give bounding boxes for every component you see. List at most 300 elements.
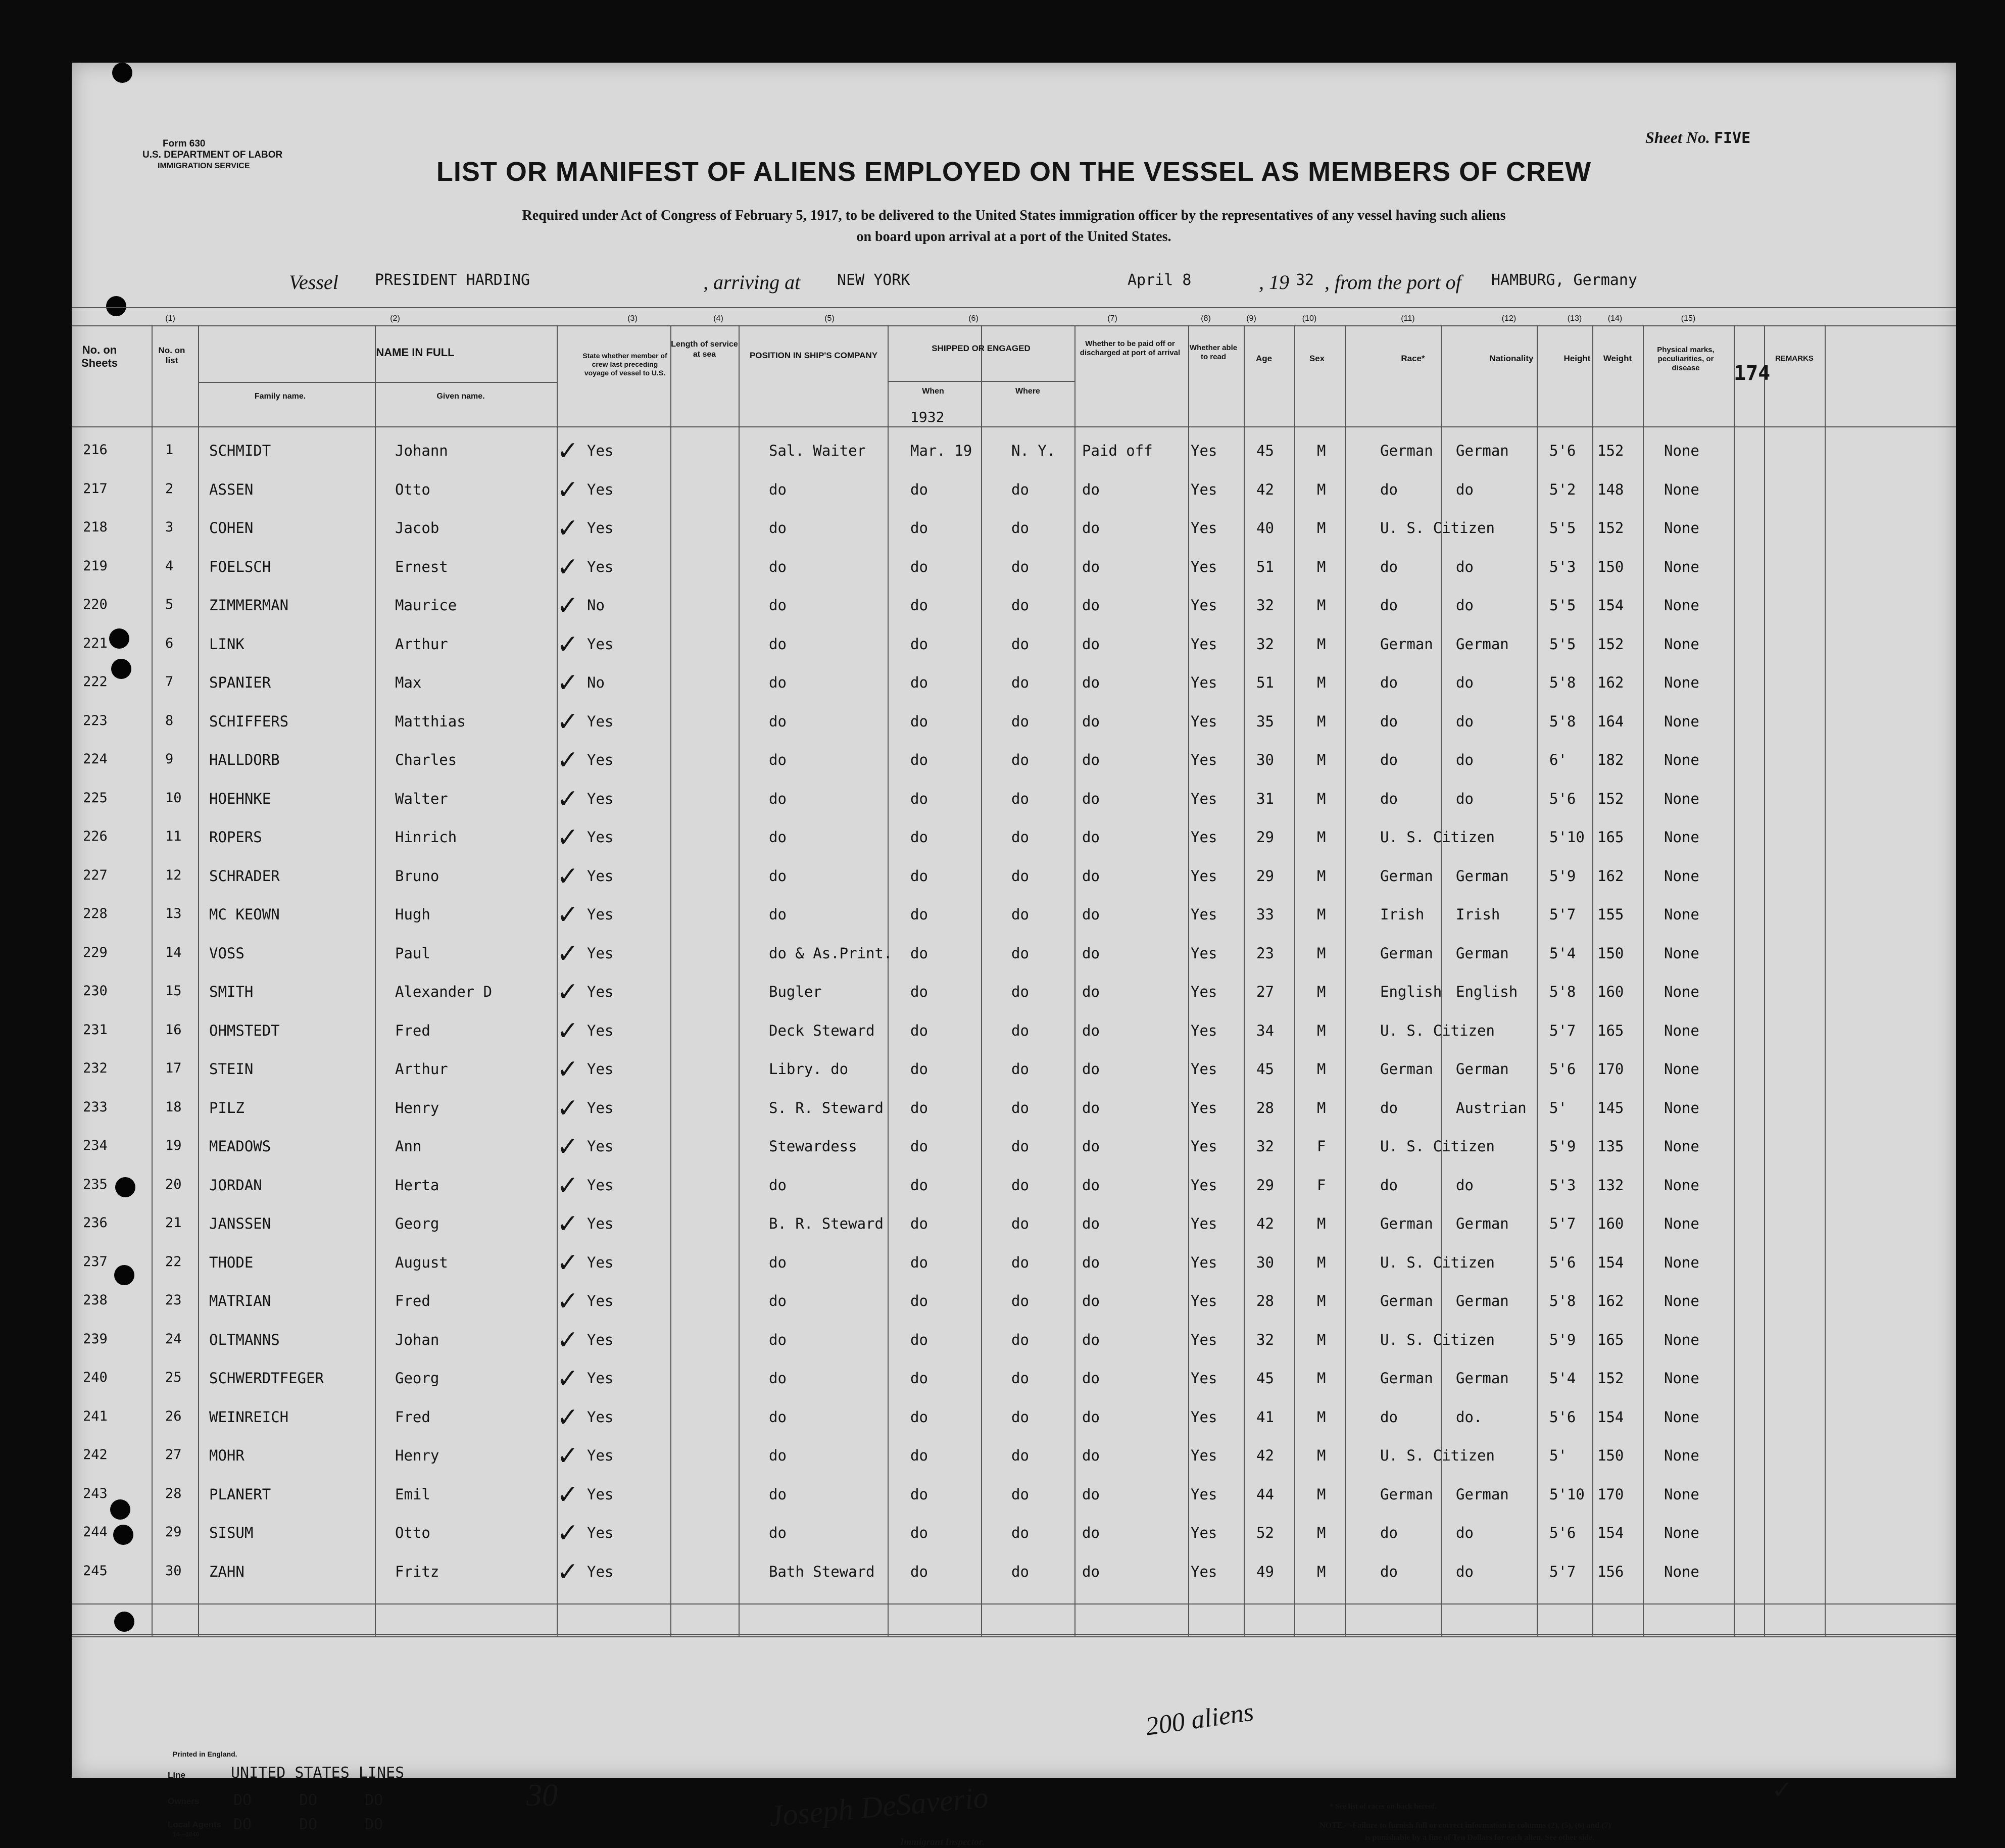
row-nationality: German (1456, 1060, 1509, 1078)
row-sex: F (1317, 1138, 1326, 1155)
row-shipped-where: do (1011, 1138, 1029, 1155)
row-family-name: OLTMANNS (209, 1331, 280, 1348)
row-height: 5'2 (1549, 480, 1576, 498)
agents-value-1: DO (233, 1816, 252, 1833)
row-paid-off: do (1082, 635, 1100, 653)
row-nationality: do (1456, 751, 1474, 768)
row-position: do (769, 712, 787, 730)
row-shipped-where: do (1011, 829, 1029, 846)
row-previous-voyage: Yes (587, 635, 614, 653)
row-physical-marks: None (1664, 751, 1699, 768)
row-list-number: 8 (165, 712, 174, 728)
row-sheet-number: 219 (83, 558, 108, 574)
row-shipped-when: do (910, 790, 928, 807)
col-head-physical-marks: Physical marks, peculiarities, or disease (1657, 346, 1715, 372)
row-list-number: 6 (165, 635, 174, 651)
row-sex: M (1317, 442, 1326, 459)
row-able-to-read: Yes (1191, 1370, 1217, 1387)
row-family-name: PILZ (209, 1099, 244, 1116)
row-family-name: FOELSCH (209, 558, 271, 575)
row-height: 5'7 (1549, 1215, 1576, 1232)
row-nationality: do (1456, 790, 1474, 807)
row-sex: M (1317, 1215, 1326, 1232)
row-age: 42 (1256, 1447, 1274, 1464)
row-sex: M (1317, 1563, 1326, 1580)
row-age: 30 (1256, 751, 1274, 768)
check-mark-icon: ✓ (557, 1132, 579, 1162)
row-position: do (769, 1524, 787, 1541)
row-height: 5'7 (1549, 1563, 1576, 1580)
row-paid-off: do (1082, 597, 1100, 614)
row-sheet-number: 241 (83, 1408, 108, 1424)
row-given-name: Fritz (395, 1563, 439, 1580)
row-previous-voyage: Yes (587, 1370, 614, 1387)
count-annotation: 30 (526, 1778, 558, 1813)
row-physical-marks: None (1664, 867, 1699, 885)
row-family-name: SISUM (209, 1524, 254, 1541)
row-previous-voyage: Yes (587, 751, 614, 768)
row-sex: M (1317, 558, 1326, 575)
row-shipped-when: do (910, 983, 928, 1000)
row-sheet-number: 216 (83, 442, 108, 458)
row-sex: M (1317, 1022, 1326, 1039)
row-sheet-number: 232 (83, 1060, 108, 1076)
check-mark-icon: ✓ (557, 938, 579, 969)
col-head-length-of-service: Length of service at sea (671, 340, 738, 359)
row-sex: M (1317, 1060, 1326, 1078)
row-sheet-number: 221 (83, 635, 108, 651)
row-paid-off: do (1082, 1370, 1100, 1387)
row-previous-voyage: Yes (587, 1485, 614, 1503)
document-title: LIST OR MANIFEST OF ALIENS EMPLOYED ON THE VESSEL AS MEMBERS OF CREW (436, 157, 1592, 187)
row-physical-marks: None (1664, 1099, 1699, 1116)
row-list-number: 14 (165, 944, 182, 960)
row-list-number: 18 (165, 1099, 182, 1115)
row-given-name: Georg (395, 1215, 439, 1232)
manifest-sheet (72, 63, 1956, 1847)
row-paid-off: do (1082, 1138, 1100, 1155)
row-able-to-read: Yes (1191, 635, 1217, 653)
row-able-to-read: Yes (1191, 944, 1217, 962)
row-sheet-number: 235 (83, 1176, 108, 1192)
row-given-name: Jacob (395, 519, 439, 537)
row-previous-voyage: Yes (587, 906, 614, 923)
row-shipped-when: do (910, 1253, 928, 1271)
row-able-to-read: Yes (1191, 1563, 1217, 1580)
col-head-remarks: REMARKS (1775, 354, 1814, 363)
row-previous-voyage: Yes (587, 1408, 614, 1426)
row-weight: 152 (1597, 790, 1624, 807)
row-shipped-where: do (1011, 944, 1029, 962)
row-shipped-where: do (1011, 1022, 1029, 1039)
penalty-note-line-2: is punishable by a fine of Ten Dollars for each alien. See other side. (1365, 1833, 1595, 1842)
row-position: do (769, 519, 787, 537)
row-sex: M (1317, 635, 1326, 653)
col-number: (11) (1401, 314, 1415, 323)
row-nationality: do (1456, 1524, 1474, 1541)
row-nationality: Irish (1456, 906, 1500, 923)
row-shipped-where: do (1011, 867, 1029, 885)
owners-value-3: DO (365, 1791, 383, 1809)
row-nationality: German (1456, 867, 1509, 885)
row-list-number: 30 (165, 1563, 182, 1579)
row-race: German (1380, 944, 1433, 962)
check-mark-icon: ✓ (557, 1015, 579, 1046)
row-race: German (1380, 1215, 1433, 1232)
row-previous-voyage: No (587, 674, 605, 691)
table-row (72, 434, 1956, 472)
row-family-name: SCHWERDTFEGER (209, 1370, 324, 1387)
row-previous-voyage: Yes (587, 1060, 614, 1078)
row-previous-voyage: Yes (587, 790, 614, 807)
page-stamp: 174 (1734, 362, 1771, 385)
row-paid-off: do (1082, 480, 1100, 498)
col-head-race: Race* (1401, 354, 1425, 363)
row-race: German (1380, 1370, 1433, 1387)
table-row (72, 1555, 1956, 1593)
col-number: (9) (1246, 314, 1256, 323)
row-family-name: MC KEOWN (209, 906, 280, 923)
row-shipped-where: do (1011, 751, 1029, 768)
row-physical-marks: None (1664, 480, 1699, 498)
row-position: do & As.Print. (769, 944, 893, 962)
row-weight: 164 (1597, 712, 1624, 730)
row-race: German (1380, 1060, 1433, 1078)
row-family-name: OHMSTEDT (209, 1022, 280, 1039)
row-family-name: HOEHNKE (209, 790, 271, 807)
row-weight: 162 (1597, 674, 1624, 691)
row-physical-marks: None (1664, 1292, 1699, 1309)
row-family-name: MATRIAN (209, 1292, 271, 1309)
table-row (72, 1439, 1956, 1477)
row-nationality: German (1456, 1292, 1509, 1309)
row-list-number: 13 (165, 906, 182, 921)
row-height: 5'8 (1549, 1292, 1576, 1309)
agents-value-2: DO (299, 1816, 318, 1833)
table-row (72, 937, 1956, 975)
row-paid-off: do (1082, 1253, 1100, 1271)
row-weight: 160 (1597, 1215, 1624, 1232)
row-race: U. S. Citizen (1380, 1331, 1495, 1348)
punch-hole (106, 296, 126, 316)
row-sex: M (1317, 983, 1326, 1000)
row-age: 52 (1256, 1524, 1274, 1541)
row-sheet-number: 226 (83, 829, 108, 844)
row-position: Sal. Waiter (769, 442, 866, 459)
row-given-name: Walter (395, 790, 448, 807)
inspector-label: Immigrant Inspector. (900, 1837, 985, 1847)
arrival-date: April 8 (1128, 271, 1192, 289)
row-able-to-read: Yes (1191, 1022, 1217, 1039)
row-shipped-when: do (910, 597, 928, 614)
punch-hole (112, 63, 132, 83)
row-able-to-read: Yes (1191, 906, 1217, 923)
row-shipped-when: do (910, 1292, 928, 1309)
row-shipped-where: do (1011, 480, 1029, 498)
col-head-nationality: Nationality (1489, 354, 1534, 363)
row-list-number: 1 (165, 442, 174, 458)
row-race: German (1380, 1292, 1433, 1309)
row-able-to-read: Yes (1191, 983, 1217, 1000)
row-position: do (769, 906, 787, 923)
sheet-value: FIVE (1714, 129, 1751, 147)
check-mark-icon: ✓ (557, 552, 579, 582)
row-previous-voyage: Yes (587, 1099, 614, 1116)
row-shipped-where: do (1011, 674, 1029, 691)
row-age: 23 (1256, 944, 1274, 962)
form-number: Form 630 (163, 138, 206, 149)
row-physical-marks: None (1664, 674, 1699, 691)
row-age: 29 (1256, 867, 1274, 885)
row-height: 5'6 (1549, 1060, 1576, 1078)
row-family-name: PLANERT (209, 1485, 271, 1503)
row-sex: M (1317, 1447, 1326, 1464)
row-race: do (1380, 674, 1398, 691)
table-rule (72, 1636, 1956, 1637)
row-position: Libry. do (769, 1060, 849, 1078)
row-able-to-read: Yes (1191, 1215, 1217, 1232)
row-family-name: ZIMMERMAN (209, 597, 289, 614)
row-family-name: SCHRADER (209, 867, 280, 885)
row-sheet-number: 238 (83, 1292, 108, 1308)
row-race: do (1380, 1563, 1398, 1580)
row-weight: 182 (1597, 751, 1624, 768)
row-height: 5'10 (1549, 1485, 1585, 1503)
row-previous-voyage: Yes (587, 1253, 614, 1271)
from-port: HAMBURG, Germany (1491, 271, 1637, 289)
row-physical-marks: None (1664, 1176, 1699, 1194)
row-family-name: SCHIFFERS (209, 712, 289, 730)
row-previous-voyage: Yes (587, 712, 614, 730)
row-able-to-read: Yes (1191, 480, 1217, 498)
race-footnote: * See list of races on back hereof. (1330, 1803, 1437, 1811)
row-age: 29 (1256, 1176, 1274, 1194)
row-physical-marks: None (1664, 1485, 1699, 1503)
vessel-line (289, 267, 1804, 298)
row-sheet-number: 220 (83, 597, 108, 612)
row-paid-off: do (1082, 867, 1100, 885)
check-mark-icon: ✓ (557, 706, 579, 737)
row-weight: 148 (1597, 480, 1624, 498)
row-position: Bugler (769, 983, 822, 1000)
row-race: do (1380, 751, 1398, 768)
row-able-to-read: Yes (1191, 1331, 1217, 1348)
row-position: do (769, 790, 787, 807)
row-paid-off: do (1082, 674, 1100, 691)
col-number: (5) (824, 314, 835, 323)
row-list-number: 2 (165, 480, 174, 497)
row-shipped-when: do (910, 712, 928, 730)
row-previous-voyage: Yes (587, 1331, 614, 1348)
row-given-name: Arthur (395, 1060, 448, 1078)
row-list-number: 9 (165, 751, 174, 767)
row-position: S. R. Steward (769, 1099, 884, 1116)
row-able-to-read: Yes (1191, 1524, 1217, 1541)
row-list-number: 17 (165, 1060, 182, 1076)
row-race: U. S. Citizen (1380, 1253, 1495, 1271)
check-mark-icon: ✓ (557, 1518, 579, 1548)
row-previous-voyage: Yes (587, 1524, 614, 1541)
row-position: do (769, 1331, 787, 1348)
table-row (72, 1516, 1956, 1554)
table-rule (72, 307, 1956, 308)
table-row (72, 743, 1956, 781)
row-previous-voyage: Yes (587, 1176, 614, 1194)
row-list-number: 25 (165, 1370, 182, 1385)
row-position: do (769, 635, 787, 653)
row-previous-voyage: Yes (587, 1138, 614, 1155)
check-mark-icon: ✓ (557, 861, 579, 892)
table-rule (72, 1634, 1956, 1635)
row-previous-voyage: Yes (587, 519, 614, 537)
row-nationality: do (1456, 674, 1474, 691)
row-shipped-when: do (910, 1060, 928, 1078)
row-shipped-when: do (910, 1099, 928, 1116)
row-shipped-where: do (1011, 1563, 1029, 1580)
row-list-number: 20 (165, 1176, 182, 1192)
row-shipped-where: do (1011, 1408, 1029, 1426)
row-shipped-when: do (910, 906, 928, 923)
col-number: (12) (1501, 314, 1517, 323)
row-weight: 170 (1597, 1060, 1624, 1078)
row-sex: M (1317, 944, 1326, 962)
row-height: 5'8 (1549, 712, 1576, 730)
row-able-to-read: Yes (1191, 751, 1217, 768)
row-race: U. S. Citizen (1380, 1138, 1495, 1155)
row-paid-off: do (1082, 1292, 1100, 1309)
row-paid-off: do (1082, 1563, 1100, 1580)
row-list-number: 28 (165, 1485, 182, 1501)
row-height: 5'6 (1549, 1524, 1576, 1541)
row-given-name: Herta (395, 1176, 439, 1194)
row-given-name: Alexander D (395, 983, 493, 1000)
row-previous-voyage: Yes (587, 1563, 614, 1580)
row-list-number: 4 (165, 558, 174, 574)
row-race: do (1380, 1524, 1398, 1541)
check-mark-icon: ✓ (557, 1247, 579, 1278)
row-physical-marks: None (1664, 519, 1699, 537)
row-height: 5'6 (1549, 1408, 1576, 1426)
row-age: 31 (1256, 790, 1274, 807)
row-sheet-number: 222 (83, 674, 108, 690)
row-family-name: HALLDORB (209, 751, 280, 768)
check-mark-icon: ✓ (557, 977, 579, 1007)
row-shipped-when: do (910, 1331, 928, 1348)
row-height: 5'10 (1549, 829, 1585, 846)
row-physical-marks: None (1664, 1022, 1699, 1039)
row-list-number: 10 (165, 790, 182, 806)
row-previous-voyage: Yes (587, 442, 614, 459)
row-shipped-when: do (910, 944, 928, 962)
row-height: 5'6 (1549, 442, 1576, 459)
row-list-number: 24 (165, 1331, 182, 1347)
row-sheet-number: 223 (83, 712, 108, 728)
table-row (72, 589, 1956, 626)
sheet-number (1645, 128, 1750, 147)
row-paid-off: do (1082, 790, 1100, 807)
row-position: do (769, 1370, 787, 1387)
row-weight: 152 (1597, 519, 1624, 537)
row-shipped-when: do (910, 635, 928, 653)
row-height: 5'6 (1549, 790, 1576, 807)
row-physical-marks: None (1664, 1408, 1699, 1426)
row-height: 5'7 (1549, 1022, 1576, 1039)
table-row (72, 1323, 1956, 1361)
row-race: do (1380, 790, 1398, 807)
table-row (72, 1400, 1956, 1438)
row-list-number: 15 (165, 983, 182, 999)
row-given-name: Arthur (395, 635, 448, 653)
row-list-number: 5 (165, 597, 174, 612)
row-weight: 145 (1597, 1099, 1624, 1116)
service-label: IMMIGRATION SERVICE (158, 162, 250, 170)
row-list-number: 19 (165, 1138, 182, 1153)
row-age: 51 (1256, 558, 1274, 575)
row-sheet-number: 240 (83, 1370, 108, 1385)
row-given-name: Georg (395, 1370, 439, 1387)
check-mark-icon: ✓ (557, 629, 579, 660)
row-sheet-number: 231 (83, 1022, 108, 1038)
row-given-name: Otto (395, 480, 430, 498)
vessel-name: PRESIDENT HARDING (375, 271, 530, 289)
row-weight: 132 (1597, 1176, 1624, 1194)
row-physical-marks: None (1664, 1331, 1699, 1348)
row-shipped-where: do (1011, 906, 1029, 923)
row-family-name: MEADOWS (209, 1138, 271, 1155)
col-head-no-on-list: No. on list (158, 346, 185, 365)
row-age: 32 (1256, 635, 1274, 653)
row-family-name: COHEN (209, 519, 254, 537)
row-sex: M (1317, 829, 1326, 846)
check-mark-icon: ✓ (557, 1441, 579, 1471)
row-height: 5' (1549, 1447, 1567, 1464)
row-sex: M (1317, 1485, 1326, 1503)
row-family-name: LINK (209, 635, 244, 653)
col-number: (6) (968, 314, 979, 323)
row-paid-off: do (1082, 1524, 1100, 1541)
table-row (72, 975, 1956, 1013)
row-shipped-when: do (910, 1370, 928, 1387)
row-list-number: 22 (165, 1253, 182, 1270)
col-head-height: Height (1563, 354, 1591, 363)
row-nationality: German (1456, 635, 1509, 653)
row-able-to-read: Yes (1191, 1060, 1217, 1078)
row-family-name: SMITH (209, 983, 254, 1000)
row-race: U. S. Citizen (1380, 829, 1495, 846)
row-position: do (769, 829, 787, 846)
row-weight: 154 (1597, 597, 1624, 614)
row-sex: M (1317, 1370, 1326, 1387)
row-sheet-number: 245 (83, 1563, 108, 1579)
row-list-number: 21 (165, 1215, 182, 1231)
row-shipped-where: do (1011, 597, 1029, 614)
row-nationality: do (1456, 480, 1474, 498)
table-row (72, 782, 1956, 820)
row-nationality: English (1456, 983, 1518, 1000)
table-row (72, 1169, 1956, 1206)
col-number: (2) (390, 314, 400, 323)
table-row (72, 1130, 1956, 1168)
arrival-year: 32 (1296, 271, 1314, 289)
col-number: (1) (165, 314, 175, 323)
table-row (72, 1014, 1956, 1052)
row-position: do (769, 558, 787, 575)
row-shipped-when: do (910, 480, 928, 498)
row-weight: 152 (1597, 1370, 1624, 1387)
row-weight: 155 (1597, 906, 1624, 923)
row-position: do (769, 674, 787, 691)
row-family-name: SPANIER (209, 674, 271, 691)
